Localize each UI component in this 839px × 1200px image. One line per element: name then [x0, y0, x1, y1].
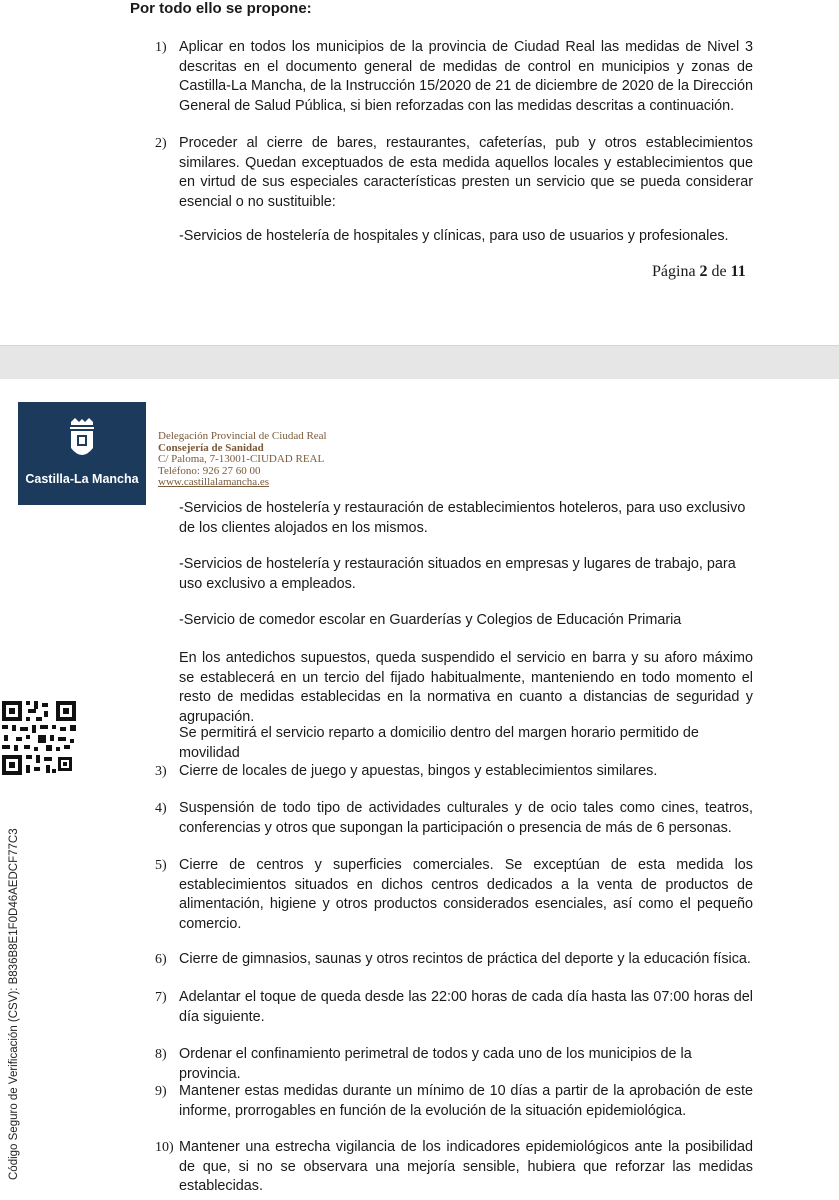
page-number: [652, 263, 746, 281]
csv-verification-code: [8, 828, 20, 1180]
proposal-item: Suspensión de todo tipo de actividades culturales y de ocio tales como cines, teatros, conferencias y otros que supongan la participación o presencia de más de 6 personas.: [179, 800, 753, 836]
item-number: 7): [155, 990, 167, 1005]
letterhead-address: [158, 431, 327, 489]
proposal-item: Adelantar el toque de queda desde las 22:00 horas de cada día hasta las 07:00 horas del día siguiente.: [179, 989, 753, 1025]
website-link[interactable]: www.castillalamancha.es: [158, 476, 270, 488]
paragraph: Se permitirá el servicio reparto a domicilio dentro del margen horario permitido de movilidad: [179, 725, 699, 761]
department-name: Consejería de Sanidad: [158, 441, 264, 454]
csv-code: B836B8E1F0D46AEDCF77C3: [8, 828, 20, 985]
phone-number: Teléfono: 926 27 60 00: [158, 464, 261, 477]
delegation-name: Delegación Provincial de Ciudad Real: [158, 430, 327, 442]
exception-item: -Servicios de hostelería y restauración de establecimientos hoteleros, para uso exclusivo de los clientes alojados en los mismos.: [179, 500, 746, 536]
proposal-item: Aplicar en todos los municipios de la provincia de Ciudad Real las medidas de Nivel 3 descritas en el documento general de medidas de control en municipios y zonas de Castilla-La Mancha, de la Instrucción 15/2020 de 21 de diciembre de 2020 de la Dirección General de Salud Pública, si bien reforzadas con las medidas descritas a continuación.: [179, 39, 753, 114]
item-number: 1): [155, 40, 167, 55]
item-number: 6): [155, 952, 167, 967]
castilla-la-mancha-logo: [18, 402, 146, 505]
coat-of-arms-icon: [67, 418, 97, 464]
proposal-intro: Por todo ello se propone:: [130, 0, 312, 17]
paragraph: En los antedichos supuestos, queda suspendido el servicio en barra y su aforo máximo se establecerá en un tercio del fijado habitualmente, manteniendo en todo momento el resto de medidas establecidas en la normativa en cuanto a distancias de seguridad y agrupación.: [179, 650, 753, 725]
document-page-2: [0, 379, 839, 1200]
item-number: 10): [155, 1140, 174, 1155]
page-total: 11: [730, 263, 746, 280]
document-page-1: [0, 0, 839, 345]
proposal-item: Ordenar el confinamiento perimetral de todos y cada uno de los municipios de la provincia.: [179, 1046, 692, 1082]
page-separator: [0, 345, 839, 380]
item-number: 3): [155, 764, 167, 779]
page-label: Página: [652, 263, 696, 280]
exception-item: -Servicios de hostelería y restauración situados en empresas y lugares de trabajo, para uso exclusivo a empleados.: [179, 556, 736, 592]
proposal-item: Proceder al cierre de bares, restaurantes, cafeterías, pub y otros establecimientos similares. Quedan exceptuados de esta medida aquellos locales y establecimientos que en virtud de sus especiales características presten un servicio que se pueda considerar esencial o no sustituible:: [179, 135, 753, 210]
item-number: 4): [155, 801, 167, 816]
page-current: 2: [699, 263, 708, 280]
proposal-item: Mantener una estrecha vigilancia de los indicadores epidemiológicos ante la posibilidad de que, si no se observara una mejoría sensible, hubiera que reforzar las medidas establecidas.: [179, 1139, 753, 1194]
exception-item: -Servicios de hostelería de hospitales y clínicas, para uso de usuarios y profesionales.: [179, 228, 729, 244]
proposal-item: Mantener estas medidas durante un mínimo de 10 días a partir de la aprobación de este informe, prorrogables en función de la evolución de la situación epidemiológica.: [179, 1083, 753, 1119]
item-number: 8): [155, 1047, 167, 1062]
proposal-item: Cierre de locales de juego y apuestas, bingos y establecimientos similares.: [179, 763, 658, 779]
logo-text: Castilla-La Mancha: [25, 472, 139, 486]
item-number: 9): [155, 1084, 167, 1099]
item-number: 2): [155, 136, 167, 151]
exception-item: -Servicio de comedor escolar en Guarderías y Colegios de Educación Primaria: [179, 612, 682, 628]
street-address: C/ Paloma, 7-13001-CIUDAD REAL: [158, 453, 325, 465]
proposal-item: Cierre de centros y superficies comerciales. Se exceptúan de esta medida los establecimientos situados en dichos centros dedicados a la venta de productos de alimentación, higiene y otros productos considerados esenciales, así como el pequeño comercio.: [179, 857, 753, 932]
proposal-item: Cierre de gimnasios, saunas y otros recintos de práctica del deporte y la educación física.: [179, 951, 751, 967]
item-number: 5): [155, 858, 167, 873]
verification-qr-code: [0, 699, 78, 777]
csv-label: Código Seguro de Verificación (CSV):: [8, 987, 20, 1180]
page-of: de: [711, 263, 727, 280]
